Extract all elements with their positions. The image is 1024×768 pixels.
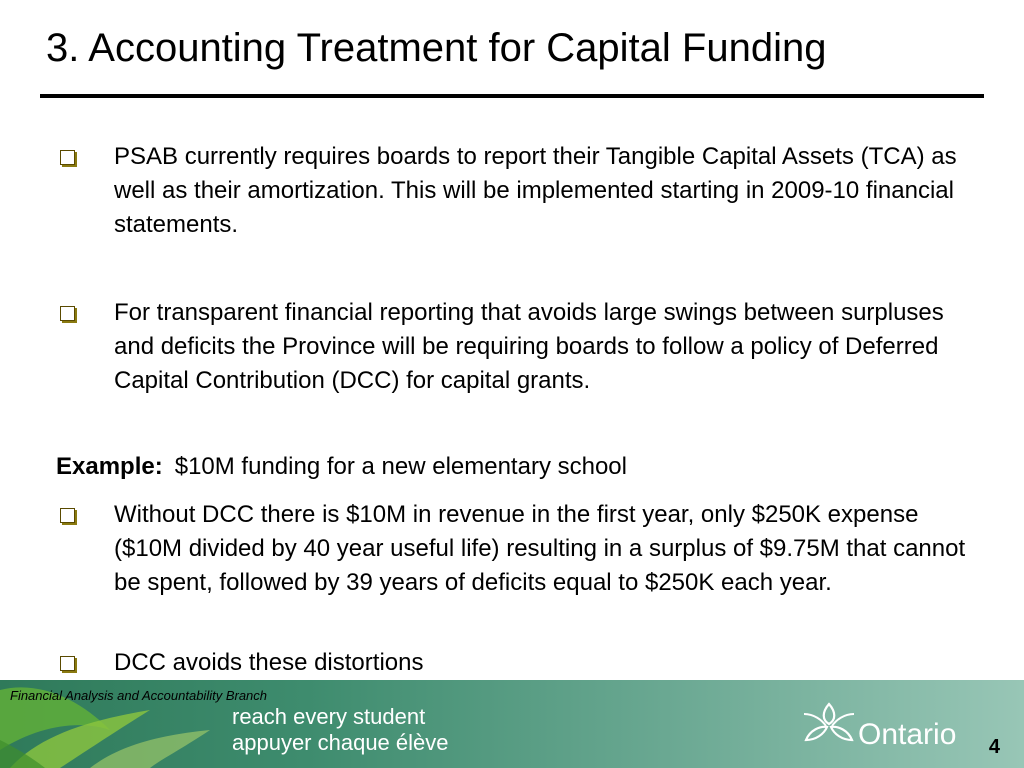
checkbox-bullet-icon [60,150,75,165]
bullet-item [56,498,976,600]
example-label: Example: [56,453,163,480]
footer-tagline-en: reach every student [232,704,426,729]
example-line [56,450,627,484]
footer-tagline-fr: appuyer chaque élève [232,730,449,755]
trillium-icon [800,700,858,746]
title-divider [40,94,984,98]
page-number: 4 [988,736,1000,758]
slide-title: 3. Accounting Treatment for Capital Funding [46,26,827,70]
ontario-logo-text: Ontario [858,718,957,751]
footer-branch-name: Financial Analysis and Accountability Branch [10,688,268,703]
example-text: $10M funding for a new elementary school [174,453,627,480]
bullet-text: Without DCC there is $10M in revenue in the first year, only $250K expense ($10M divided by 40 year useful life) resulting in a surplus of $9.75M that cannot be spent, followed by 39 years of deficits equal to $250K each year. [114,501,966,596]
bullet-item [56,646,976,680]
bullet-text: For transparent financial reporting that avoids large swings between surpluses and deficits the Province will be requiring boards to follow a policy of Deferred Capital Contribution (DCC) for capital grants. [114,299,944,394]
checkbox-bullet-icon [60,508,75,523]
bullet-item [56,296,976,398]
checkbox-bullet-icon [60,306,75,321]
bullet-text: DCC avoids these distortions [114,649,424,676]
bullet-text: PSAB currently requires boards to report their Tangible Capital Assets (TCA) as well as their amortization. This will be implemented starting in 2009-10 financial statements. [114,143,957,238]
checkbox-bullet-icon [60,656,75,671]
bullet-item [56,140,976,242]
